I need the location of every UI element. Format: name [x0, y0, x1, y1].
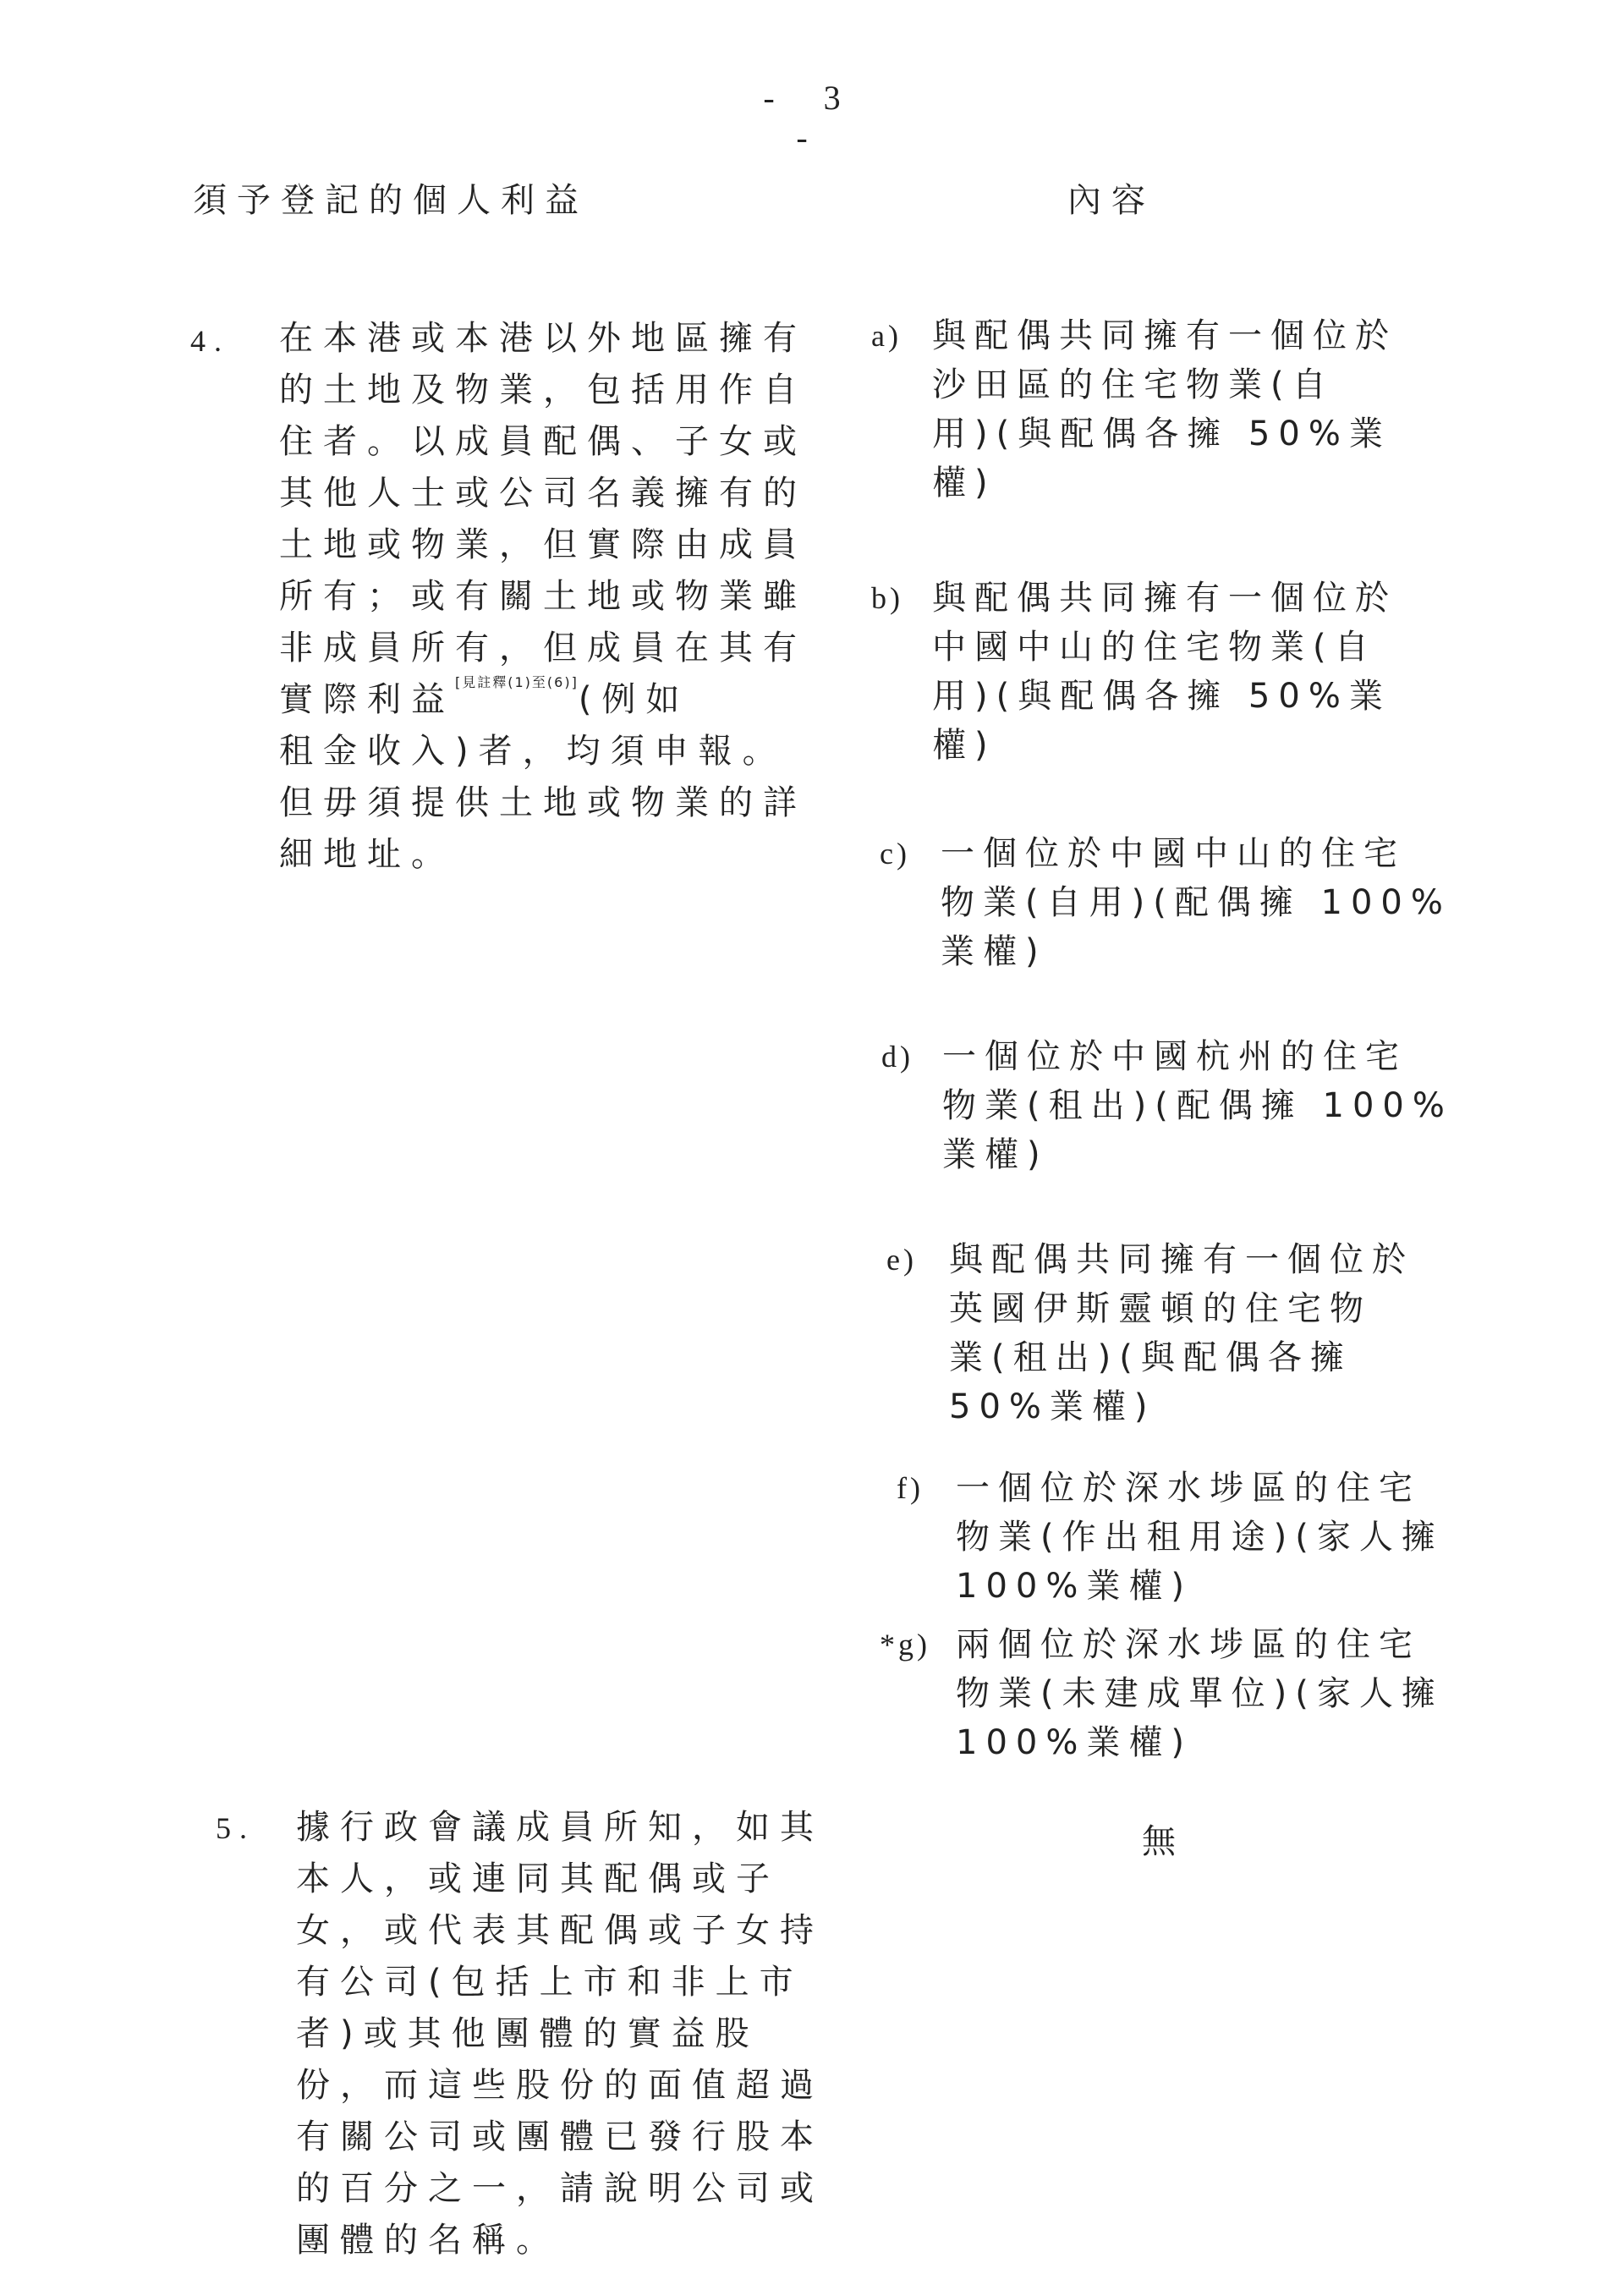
item-4-number: 4. [190, 324, 230, 358]
item-4-note-reference: [見註釋(1)至(6)] [455, 674, 579, 690]
content-item-label: f) [897, 1471, 924, 1505]
content-item-label: b) [871, 581, 903, 615]
item-4-text-continued: (例如 租金收入)者，均須申報。 但毋須提供土地或物業的詳 細地址。 [279, 680, 807, 874]
content-item-f [897, 1464, 1489, 1616]
item-4-description [279, 313, 820, 881]
content-item-label: d) [881, 1040, 914, 1074]
content-item-a [871, 311, 1463, 514]
content-item-c [880, 829, 1472, 981]
content-item-label: a) [871, 319, 902, 353]
content-item-b [871, 574, 1463, 777]
page-number: - 3 - [763, 79, 861, 157]
content-item-label: *g) [880, 1628, 930, 1662]
column-header-contents: 內容 [1067, 181, 1155, 220]
content-item-text: 與配偶共同擁有一個位於 中國中山的住宅物業(自 用)(與配偶各擁 50%業 權) [932, 579, 1397, 765]
content-item-label: e) [886, 1243, 917, 1277]
item-5-content: 無 [1142, 1822, 1176, 1861]
content-item-text: 兩個位於深水埗區的住宅 物業(未建成單位)(家人擁 100%業權) [956, 1625, 1444, 1762]
item-4-text: 在本港或本港以外地區擁有 的土地及物業，包括用作自 住者。以成員配偶、子女或 其他人士或公司名義擁有的 土地或物業，但實際由成員 所有；或有關土地或物業雖 非成員所有，但成員在其有 實際利益 [279, 319, 807, 719]
content-item-text: 與配偶共同擁有一個位於 沙田區的住宅物業(自 用)(與配偶各擁 50%業 權) [932, 316, 1397, 503]
content-item-text: 一個位於中國杭州的住宅 物業(租出)(配偶擁 100% 業權) [942, 1037, 1453, 1174]
content-item-label: c) [880, 837, 910, 871]
item-5-number: 5. [216, 1811, 255, 1845]
content-item-text: 與配偶共同擁有一個位於 英國伊斯靈頓的住宅物 業(租出)(與配偶各擁 50%業權) [949, 1240, 1414, 1426]
content-item-d [881, 1032, 1473, 1184]
content-item-text: 一個位於深水埗區的住宅 物業(作出租用途)(家人擁 100%業權) [956, 1469, 1444, 1606]
item-5-description: 據行政會議成員所知，如其 本人，或連同其配偶或子 女，或代表其配偶或子女持 有公司(包括上市和非上市 者)或其他團體的實益股 份，而這些股份的面值超過 有關公司或團體已發行股本 的百分之一，請說明公司或 團體的名稱。 [296, 1808, 824, 2260]
content-item-text: 一個位於中國中山的住宅 物業(自用)(配偶擁 100% 業權) [941, 834, 1451, 971]
column-header-interests: 須予登記的個人利益 [193, 181, 589, 220]
content-item-e [886, 1235, 1479, 1438]
content-item-g [880, 1620, 1489, 1772]
